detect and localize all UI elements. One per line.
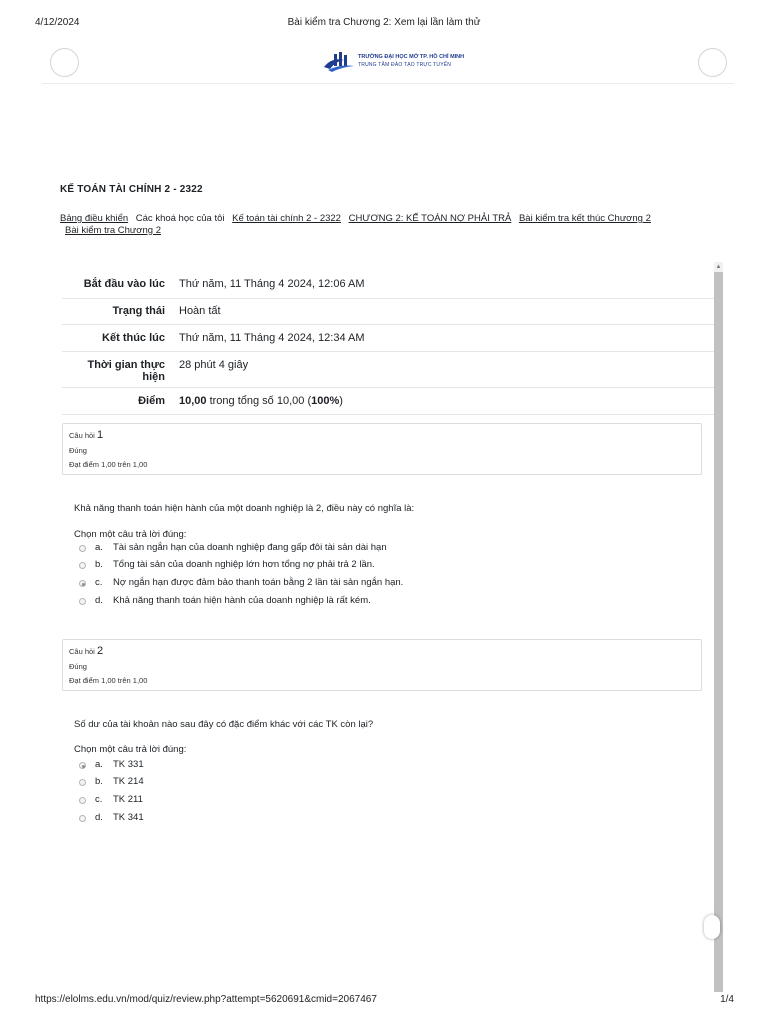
question-info-1 [62,423,702,475]
answer-text: TK 341 [113,812,144,823]
answer-option-2c[interactable] [79,794,679,808]
question-number-value: 1 [96,429,104,441]
header-divider [42,83,734,84]
radio-button-selected[interactable] [79,762,86,769]
summary-label: Bắt đầu vào lúc [83,278,165,290]
answer-prompt-1: Chọn một câu trả lời đúng: [74,529,187,540]
summary-value: Thứ năm, 11 Tháng 4 2024, 12:34 AM [179,332,365,344]
summary-value: Hoàn tất [179,305,221,317]
breadcrumb-my-courses: Các khoá học của tôi [135,213,225,224]
breadcrumb-quiz-group[interactable]: Bài kiểm tra kết thúc Chương 2 [518,213,651,224]
breadcrumb-quiz[interactable]: Bài kiểm tra Chương 2 [65,224,162,236]
summary-row-state [62,299,714,325]
radio-button[interactable] [79,545,86,552]
answer-letter: d. [95,595,103,606]
answer-option-2a[interactable] [79,759,679,773]
answer-prompt-2: Chọn một câu trả lời đúng: [74,744,187,755]
breadcrumb-section[interactable]: CHƯƠNG 2: KẾ TOÁN NỢ PHẢI TRẢ [348,213,512,224]
question-text-1: Khả năng thanh toán hiện hành của một doanh nghiệp là 2, điều này có nghĩa là: [74,503,415,514]
answer-letter: c. [95,794,103,805]
breadcrumb-course[interactable]: Kế toán tài chính 2 - 2322 [232,213,341,224]
question-number-label: Câu hỏi [69,431,95,440]
question-info-2 [62,639,702,691]
summary-label: Trạng thái [112,305,165,317]
answer-option-1b[interactable] [79,559,679,573]
answer-option-2b[interactable] [79,776,679,790]
grade-percent: 100% [311,395,340,407]
summary-label: Điểm [138,395,165,407]
answer-letter: a. [95,759,103,770]
answer-letter: b. [95,776,103,787]
user-menu-button[interactable] [698,48,727,77]
question-text-2: Số dư của tài khoản nào sau đây có đặc điểm khác với các TK còn lại? [74,719,374,730]
question-state: Đúng [69,446,87,455]
logo-line1: TRƯỜNG ĐẠI HỌC MỞ TP. HỒ CHÍ MINH [358,54,465,60]
print-url: https://elolms.edu.vn/mod/quiz/review.php?attempt=5620691&cmid=2067467 [35,994,377,1005]
print-title: Bài kiểm tra Chương 2: Xem lại lần làm thử [287,17,481,28]
summary-label: Kết thúc lúc [102,332,165,344]
question-state: Đúng [69,662,87,671]
answer-letter: d. [95,812,103,823]
print-page-number: 1/4 [720,994,734,1005]
print-header [0,17,768,31]
answer-letter: a. [95,542,103,553]
summary-value [179,388,714,414]
question-number [69,429,103,441]
quiz-summary-table [62,270,714,415]
answer-text: Khả năng thanh toán hiện hành của doanh nghiệp là rất kém. [113,595,371,606]
drawer-toggle-button[interactable] [704,915,720,939]
answer-text: TK 211 [113,794,143,805]
menu-toggle-button[interactable] [50,48,79,77]
logo-line2: TRUNG TÂM ĐÀO TẠO TRỰC TUYẾN [358,62,452,68]
scrollbar-thumb[interactable] [714,272,723,992]
site-logo[interactable] [322,50,465,74]
radio-button[interactable] [79,779,86,786]
grade-mid: trong tổng số 10,00 ( [206,395,312,407]
summary-time-label-1: Thời gian thực [87,359,165,371]
logo-emblem-icon [322,51,356,73]
answer-letter: b. [95,559,103,570]
breadcrumb [60,213,680,236]
answer-option-1a[interactable] [79,542,679,556]
summary-value: Thứ năm, 11 Tháng 4 2024, 12:06 AM [179,278,365,290]
radio-button[interactable] [79,797,86,804]
print-date: 4/12/2024 [35,17,80,28]
question-number-value: 2 [96,645,104,657]
radio-button[interactable] [79,815,86,822]
summary-value: 28 phút 4 giây [179,359,249,371]
question-mark: Đạt điểm 1,00 trên 1,00 [69,676,148,685]
answer-letter: c. [95,577,103,588]
answer-text: Tổng tài sản của doanh nghiệp lớn hơn tổng nợ phải trả 2 lần. [113,559,375,570]
answer-text: TK 214 [113,776,144,787]
summary-row-grade [62,388,714,415]
summary-label [62,359,179,387]
answer-option-2d[interactable] [79,812,679,826]
summary-row-completed [62,325,714,352]
answer-text: TK 331 [113,759,144,770]
radio-button[interactable] [79,598,86,605]
grade-score: 10,00 [179,395,207,407]
summary-time-label-2: hiện [142,371,165,383]
question-mark: Đạt điểm 1,00 trên 1,00 [69,460,148,469]
radio-button-selected[interactable] [79,580,86,587]
summary-row-time [62,352,714,388]
radio-button[interactable] [79,562,86,569]
question-number [69,645,103,657]
scroll-up-arrow-icon[interactable]: ▲ [715,264,722,270]
answer-text: Tài sản ngắn hạn của doanh nghiệp đang gấp đôi tài sản dài hạn [113,542,387,553]
question-number-label: Câu hỏi [69,647,95,656]
breadcrumb-dashboard[interactable]: Bảng điều khiển [60,213,129,224]
grade-end: ) [339,395,343,407]
answer-text: Nợ ngắn hạn được đảm bảo thanh toán bằng 2 lần tài sản ngắn hạn. [113,577,404,588]
answer-option-1c[interactable] [79,577,679,591]
course-title: KẾ TOÁN TÀI CHÍNH 2 - 2322 [60,184,203,195]
summary-row-started [62,270,714,299]
answer-option-1d[interactable] [79,595,679,609]
